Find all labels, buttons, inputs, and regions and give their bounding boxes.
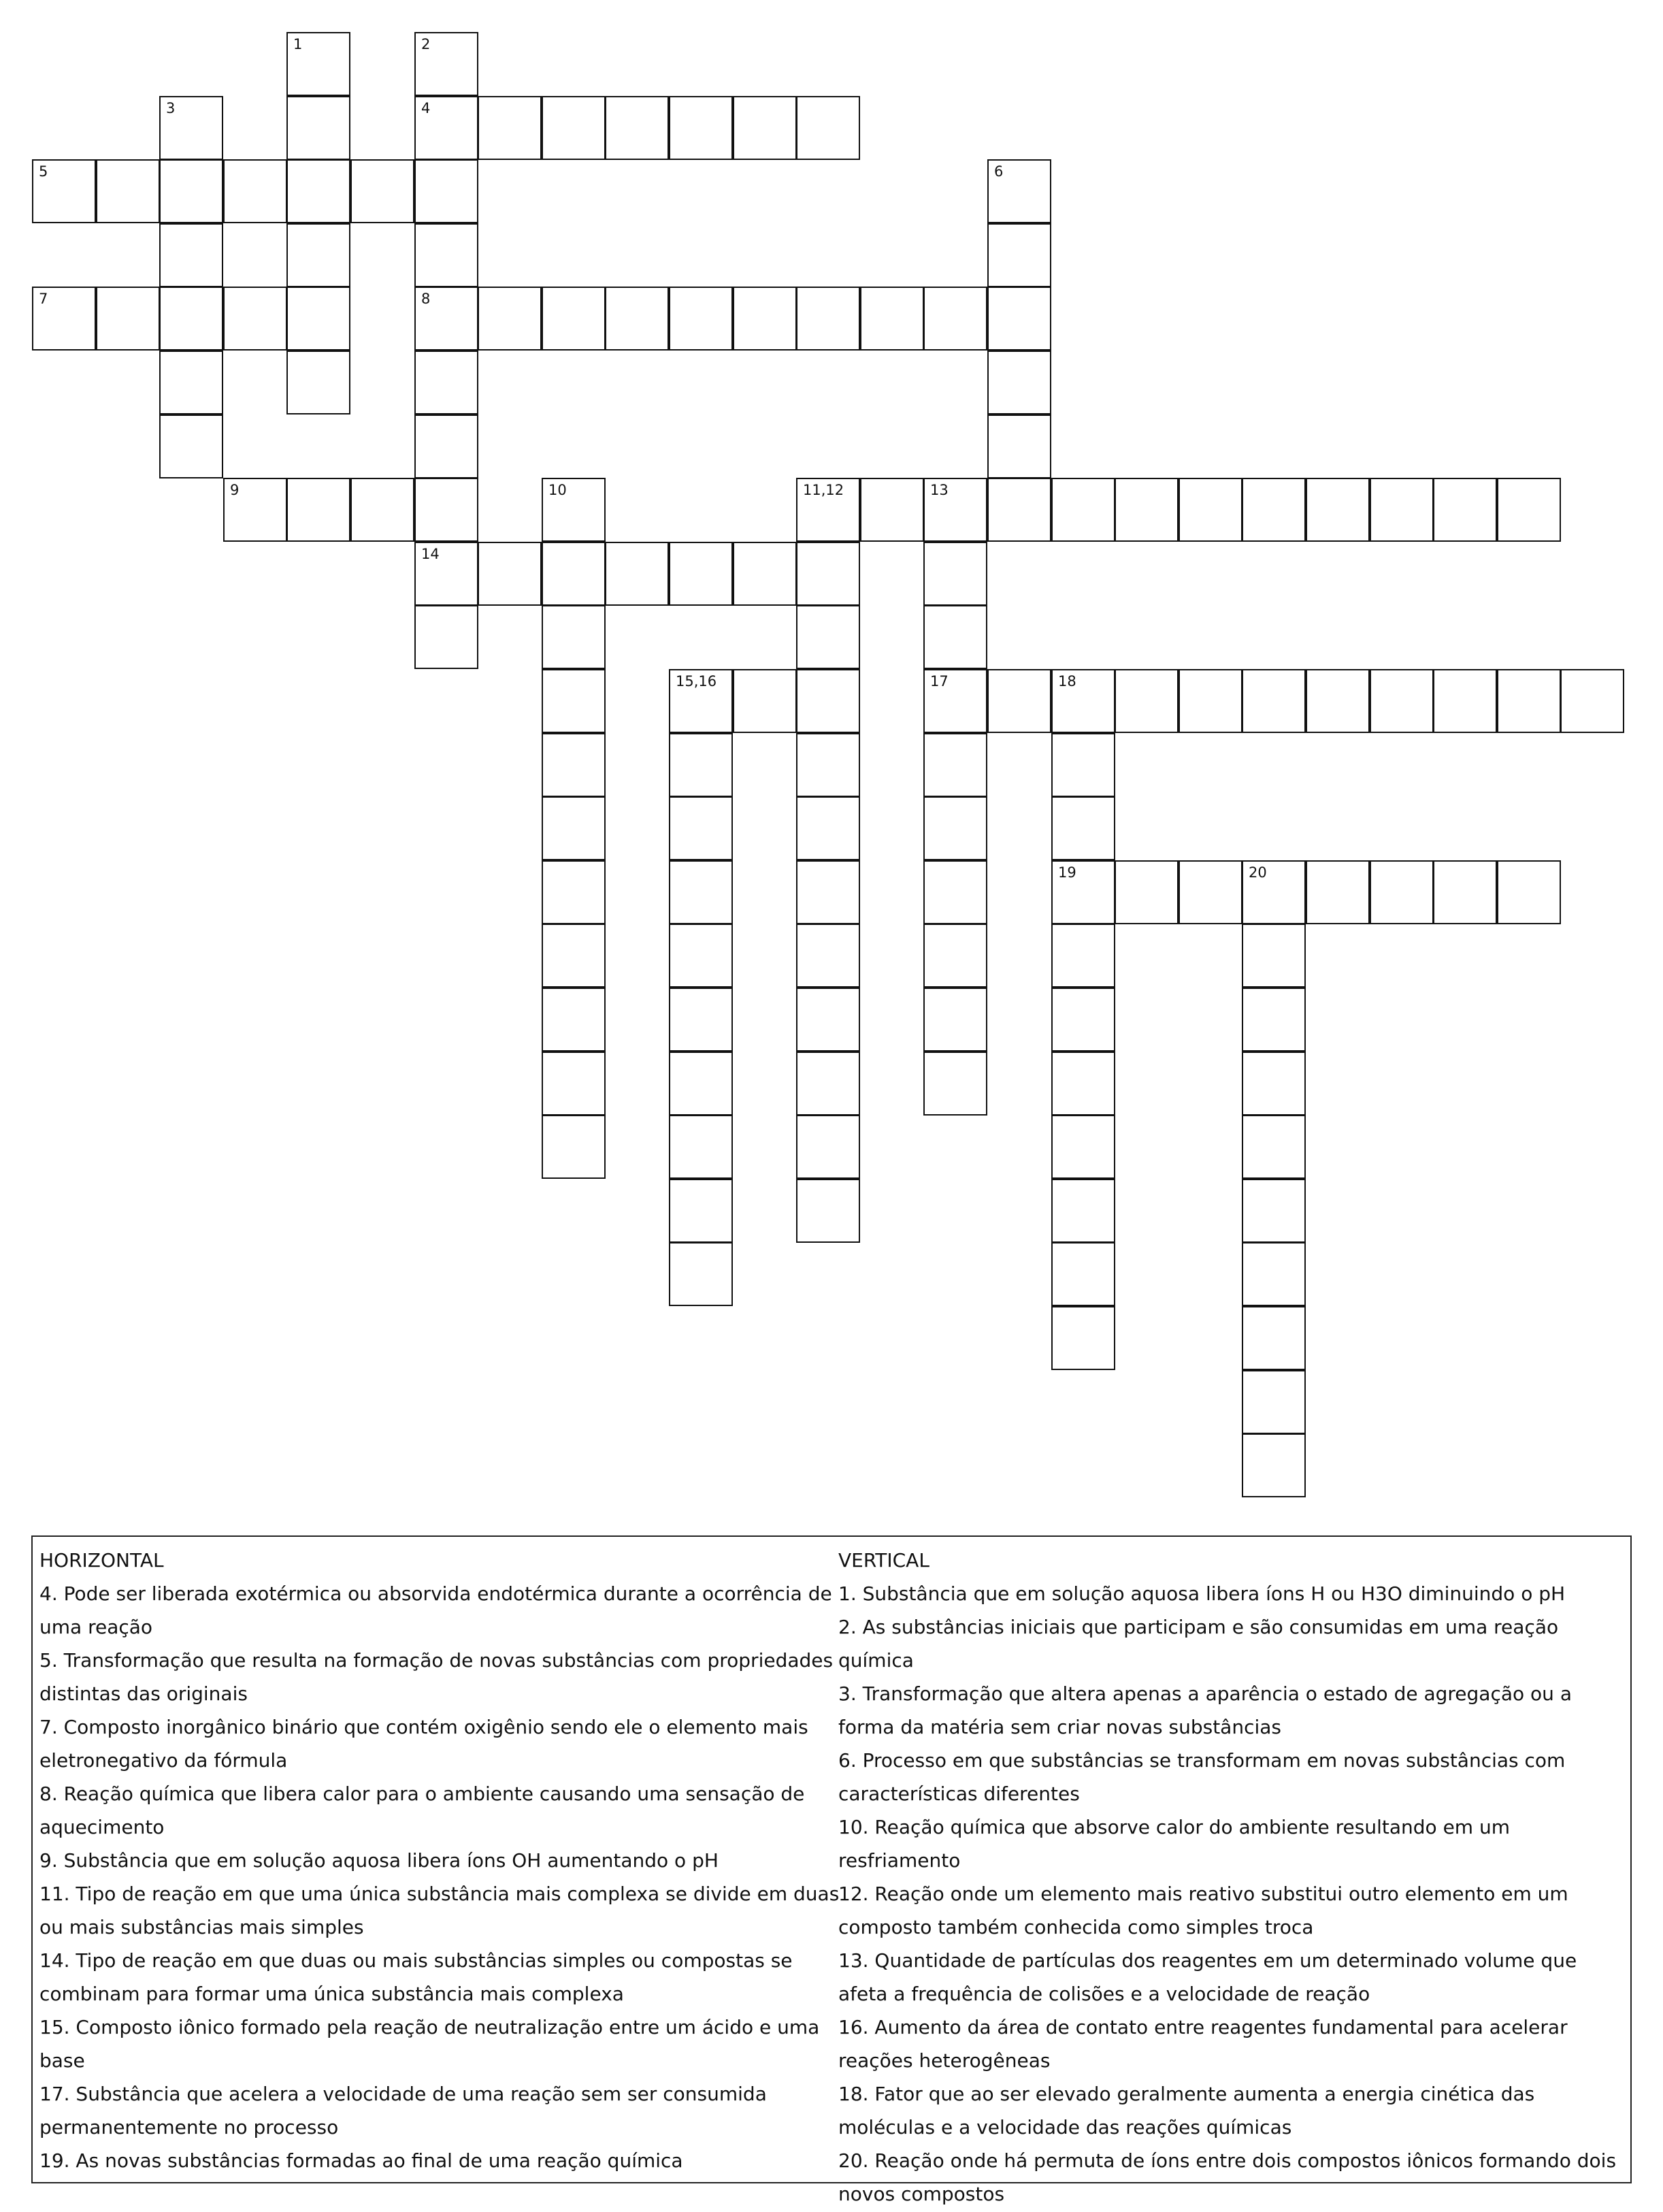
crossword-cell[interactable] [796, 924, 860, 988]
vertical-clue: 16. Aumento da área de contato entre reagentes fundamental para acelerar reações heterogêneas [838, 2016, 1568, 2072]
horizontal-clue: 11. Tipo de reação em que uma única substância mais complexa se divide em duas ou mais substâncias mais simples [39, 1883, 840, 1938]
crossword-cell[interactable] [987, 351, 1051, 414]
crossword-cell[interactable] [1242, 1179, 1306, 1243]
crossword-cell[interactable] [1051, 924, 1115, 988]
crossword-cell[interactable] [159, 96, 223, 160]
crossword-cell[interactable] [286, 96, 350, 160]
crossword-cell[interactable] [1242, 1433, 1306, 1497]
vertical-clue: 13. Quantidade de partículas dos reagentes em um determinado volume que afeta a frequência de colisões e a velocidade de reação [838, 1949, 1577, 2005]
crossword-cell[interactable] [32, 287, 96, 351]
crossword-cell[interactable] [669, 988, 733, 1052]
crossword-cell[interactable] [1306, 478, 1370, 542]
clue-number: 9 [230, 482, 240, 498]
crossword-cell[interactable] [159, 159, 223, 223]
horizontal-clue: 15. Composto iônico formado pela reação de neutralização entre um ácido e uma base [39, 2016, 820, 2072]
crossword-cell[interactable] [796, 988, 860, 1052]
crossword-cell[interactable] [223, 287, 287, 351]
crossword-cell[interactable] [542, 287, 606, 351]
vertical-clue: 10. Reação química que absorve calor do ambiente resultando em um resfriamento [838, 1816, 1510, 1872]
horizontal-heading: HORIZONTAL [39, 1549, 164, 1572]
crossword-cell[interactable] [414, 32, 478, 96]
crossword-cell[interactable] [860, 478, 924, 542]
crossword-cell[interactable] [987, 223, 1051, 287]
clue-number: 13 [930, 482, 949, 498]
crossword-cell[interactable] [987, 414, 1051, 478]
crossword-cell[interactable] [414, 478, 478, 542]
crossword-cell[interactable] [286, 478, 350, 542]
crossword-cell[interactable] [542, 733, 606, 797]
crossword-cell[interactable] [796, 287, 860, 351]
crossword-cell[interactable] [414, 351, 478, 414]
clue-number: 14 [421, 546, 440, 562]
crossword-cell[interactable] [542, 96, 606, 160]
horizontal-clue: 4. Pode ser liberada exotérmica ou absorvida endotérmica durante a ocorrência de uma reação [39, 1582, 832, 1638]
crossword-cell[interactable] [159, 414, 223, 478]
vertical-clue: 12. Reação onde um elemento mais reativo substitui outro elemento em um composto também conhecida como simples troca [838, 1883, 1568, 1938]
crossword-cell[interactable] [414, 223, 478, 287]
crossword-cell[interactable] [414, 414, 478, 478]
crossword-cell[interactable] [1051, 1179, 1115, 1243]
crossword-cell[interactable] [1051, 860, 1115, 924]
crossword-cell[interactable] [605, 542, 669, 606]
crossword-cell[interactable] [1051, 478, 1115, 542]
clue-number: 7 [39, 291, 48, 307]
clue-number: 17 [930, 673, 949, 689]
clue-number: 8 [421, 291, 431, 307]
vertical-clues-column [838, 1544, 1626, 2211]
horizontal-clue: 7. Composto inorgânico binário que contém oxigênio sendo ele o elemento mais eletronegativo da fórmula [39, 1716, 808, 1772]
crossword-cell[interactable] [1306, 669, 1370, 733]
crossword-cell[interactable] [414, 287, 478, 351]
crossword-cell[interactable] [542, 542, 606, 606]
crossword-cell[interactable] [1497, 669, 1561, 733]
crossword-cell[interactable] [1242, 988, 1306, 1052]
crossword-cell[interactable] [796, 796, 860, 860]
crossword-cell[interactable] [286, 32, 350, 96]
horizontal-clue: 19. As novas substâncias formadas ao final de uma reação química [39, 2149, 683, 2172]
crossword-cell[interactable] [669, 96, 733, 160]
crossword-cell[interactable] [414, 96, 478, 160]
crossword-cell[interactable] [605, 287, 669, 351]
crossword-cell[interactable] [923, 478, 987, 542]
crossword-cell[interactable] [1433, 478, 1497, 542]
horizontal-clue: 14. Tipo de reação em que duas ou mais substâncias simples ou compostas se combinam para formar uma única substância mais complexa [39, 1949, 793, 2005]
crossword-cell[interactable] [1242, 669, 1306, 733]
crossword-cell[interactable] [1370, 478, 1434, 542]
clue-number: 3 [166, 100, 176, 116]
crossword-cell[interactable] [733, 669, 797, 733]
crossword-cell[interactable] [860, 287, 924, 351]
crossword-cell[interactable] [478, 542, 542, 606]
crossword-cell[interactable] [223, 159, 287, 223]
crossword-cell[interactable] [159, 287, 223, 351]
crossword-cell[interactable] [286, 351, 350, 414]
crossword-cell[interactable] [478, 96, 542, 160]
crossword-cell[interactable] [733, 96, 797, 160]
crossword-cell[interactable] [286, 287, 350, 351]
crossword-cell[interactable] [1433, 860, 1497, 924]
clue-number: 11,12 [803, 482, 844, 498]
crossword-cell[interactable] [1179, 478, 1242, 542]
crossword-cell[interactable] [1115, 669, 1179, 733]
clue-number: 19 [1058, 864, 1076, 881]
crossword-cell[interactable] [796, 1052, 860, 1116]
crossword-cell[interactable] [987, 478, 1051, 542]
crossword-cell[interactable] [669, 1052, 733, 1116]
crossword-cell[interactable] [1051, 988, 1115, 1052]
crossword-cell[interactable] [1370, 860, 1434, 924]
crossword-cell[interactable] [669, 796, 733, 860]
vertical-heading: VERTICAL [838, 1549, 929, 1572]
crossword-cell[interactable] [1179, 669, 1242, 733]
clue-number: 1 [293, 36, 303, 52]
crossword-cell[interactable] [1115, 860, 1179, 924]
crossword-cell[interactable] [542, 796, 606, 860]
crossword-cell[interactable] [987, 287, 1051, 351]
clues-box [31, 1535, 1632, 2205]
crossword-cell[interactable] [350, 159, 414, 223]
crossword-cell[interactable] [223, 478, 287, 542]
crossword-cell[interactable] [286, 159, 350, 223]
clue-number: 4 [421, 100, 431, 116]
crossword-cell[interactable] [923, 860, 987, 924]
crossword-cell[interactable] [796, 860, 860, 924]
horizontal-clue: 5. Transformação que resulta na formação de novas substâncias com propriedades distintas das originais [39, 1649, 834, 1705]
crossword-cell[interactable] [1051, 669, 1115, 733]
crossword-cell[interactable] [923, 542, 987, 606]
crossword-cell[interactable] [1242, 1052, 1306, 1116]
crossword-cell[interactable] [1433, 669, 1497, 733]
horizontal-clue: 8. Reação química que libera calor para o ambiente causando uma sensação de aquecimento [39, 1783, 805, 1838]
crossword-cell[interactable] [159, 223, 223, 287]
crossword-cell[interactable] [96, 287, 160, 351]
crossword-cell[interactable] [1242, 1115, 1306, 1179]
crossword-cell[interactable] [923, 988, 987, 1052]
crossword-cell[interactable] [923, 733, 987, 797]
crossword-cell[interactable] [1242, 1370, 1306, 1434]
clue-number: 6 [994, 163, 1004, 180]
crossword-cell[interactable] [542, 1052, 606, 1116]
clue-number: 15,16 [676, 673, 717, 689]
crossword-cell[interactable] [923, 669, 987, 733]
crossword-cell[interactable] [669, 1242, 733, 1306]
crossword-cell[interactable] [669, 542, 733, 606]
clue-number: 10 [548, 482, 567, 498]
crossword-cell[interactable] [1051, 796, 1115, 860]
crossword-cell[interactable] [733, 542, 797, 606]
crossword-cell[interactable] [669, 669, 733, 733]
crossword-cell[interactable] [1306, 860, 1370, 924]
crossword-cell[interactable] [1242, 924, 1306, 988]
vertical-clue: 2. As substâncias iniciais que participam e são consumidas em uma reação química [838, 1616, 1559, 1672]
crossword-cell[interactable] [1370, 669, 1434, 733]
crossword-cell[interactable] [1497, 478, 1561, 542]
crossword-cell[interactable] [1051, 1306, 1115, 1370]
crossword-cell[interactable] [923, 287, 987, 351]
crossword-cell[interactable] [1051, 1242, 1115, 1306]
crossword-cell[interactable] [1179, 860, 1242, 924]
crossword-cell[interactable] [542, 669, 606, 733]
crossword-cell[interactable] [796, 478, 860, 542]
crossword-cell[interactable] [796, 669, 860, 733]
clue-number: 2 [421, 36, 431, 52]
crossword-cell[interactable] [669, 733, 733, 797]
crossword-cell[interactable] [923, 1052, 987, 1116]
crossword-cell[interactable] [796, 1179, 860, 1243]
horizontal-clue: 17. Substância que acelera a velocidade de uma reação sem ser consumida permanentemente no processo [39, 2083, 767, 2138]
vertical-clue: 6. Processo em que substâncias se transformam em novas substâncias com características diferentes [838, 1749, 1566, 1805]
vertical-clue: 20. Reação onde há permuta de íons entre dois compostos iônicos formando dois novos compostos [838, 2149, 1617, 2205]
crossword-cell[interactable] [286, 223, 350, 287]
crossword-cell[interactable] [1560, 669, 1624, 733]
crossword-cell[interactable] [96, 159, 160, 223]
crossword-cell[interactable] [1242, 1242, 1306, 1306]
crossword-cell[interactable] [542, 924, 606, 988]
crossword-cell[interactable] [987, 159, 1051, 223]
crossword-cell[interactable] [669, 287, 733, 351]
crossword-cell[interactable] [542, 860, 606, 924]
crossword-cell[interactable] [923, 605, 987, 669]
crossword-cell[interactable] [1051, 1052, 1115, 1116]
crossword-cell[interactable] [1115, 478, 1179, 542]
clue-number: 20 [1249, 864, 1267, 881]
crossword-cell[interactable] [542, 988, 606, 1052]
crossword-cell[interactable] [669, 1179, 733, 1243]
crossword-cell[interactable] [542, 478, 606, 542]
crossword-cell[interactable] [414, 159, 478, 223]
vertical-clue: 3. Transformação que altera apenas a aparência o estado de agregação ou a forma da matéria sem criar novas substâncias [838, 1682, 1572, 1738]
crossword-cell[interactable] [796, 733, 860, 797]
crossword-cell[interactable] [32, 159, 96, 223]
crossword-cell[interactable] [542, 605, 606, 669]
crossword-cell[interactable] [923, 924, 987, 988]
crossword-cell[interactable] [542, 1115, 606, 1179]
crossword-cell[interactable] [669, 924, 733, 988]
crossword-cell[interactable] [796, 96, 860, 160]
crossword-cell[interactable] [414, 605, 478, 669]
vertical-clue: 18. Fator que ao ser elevado geralmente aumenta a energia cinética das moléculas e a velocidade das reações químicas [838, 2083, 1535, 2138]
crossword-cell[interactable] [1051, 733, 1115, 797]
crossword-cell[interactable] [733, 287, 797, 351]
crossword-cell[interactable] [605, 96, 669, 160]
crossword-cell[interactable] [1242, 478, 1306, 542]
crossword-cell[interactable] [669, 1115, 733, 1179]
horizontal-clues-column [39, 1544, 842, 2177]
vertical-clue: 1. Substância que em solução aquosa libera íons H ou H3O diminuindo o pH [838, 1582, 1566, 1605]
crossword-cell[interactable] [796, 542, 860, 606]
crossword-cell[interactable] [159, 351, 223, 414]
crossword-cell[interactable] [796, 1115, 860, 1179]
crossword-cell[interactable] [669, 860, 733, 924]
crossword-cell[interactable] [1242, 1306, 1306, 1370]
crossword-cell[interactable] [414, 542, 478, 606]
crossword-cell[interactable] [923, 796, 987, 860]
crossword-cell[interactable] [350, 478, 414, 542]
crossword-cell[interactable] [987, 669, 1051, 733]
horizontal-clue: 9. Substância que em solução aquosa libera íons OH aumentando o pH [39, 1849, 719, 1872]
clue-number: 5 [39, 163, 48, 180]
clue-number: 18 [1058, 673, 1076, 689]
crossword-cell[interactable] [1242, 860, 1306, 924]
crossword-cell[interactable] [1497, 860, 1561, 924]
crossword-cell[interactable] [796, 605, 860, 669]
crossword-cell[interactable] [1051, 1115, 1115, 1179]
crossword-cell[interactable] [478, 287, 542, 351]
